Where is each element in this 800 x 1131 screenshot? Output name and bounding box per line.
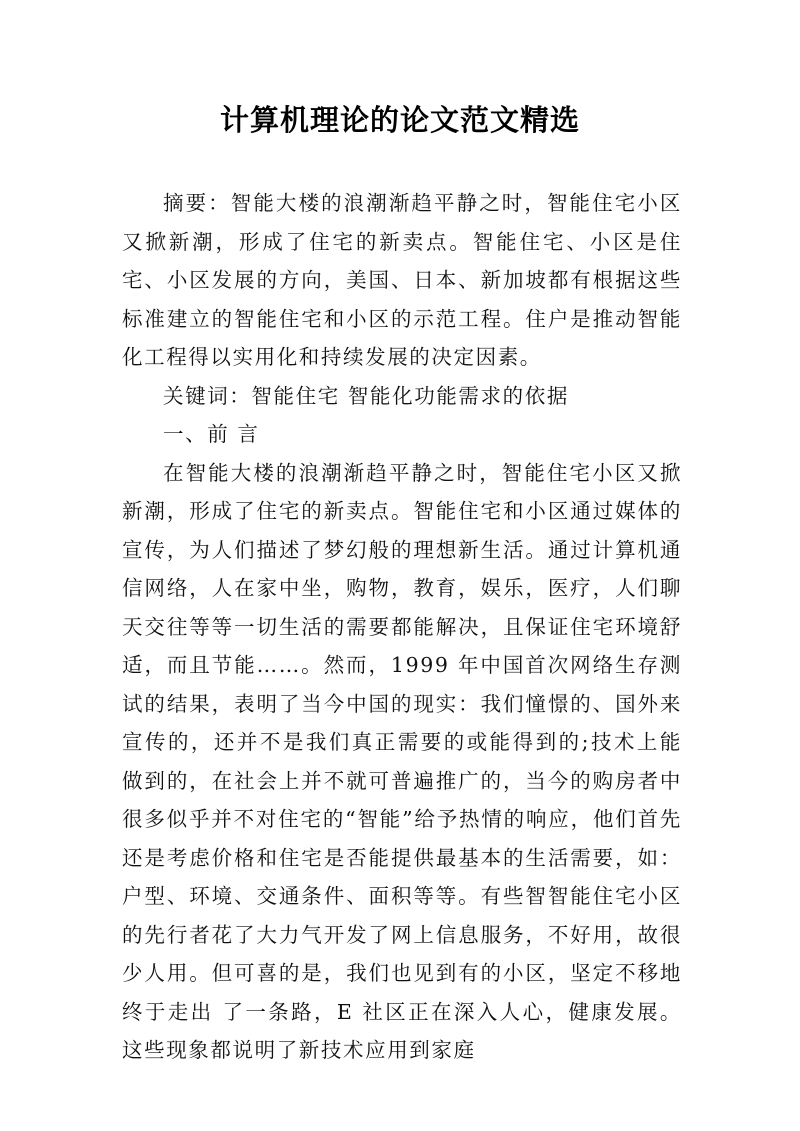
body-paragraph: 在智能大楼的浪潮渐趋平静之时，智能住宅小区又掀新潮，形成了住宅的新卖点。智能住宅和小区通过媒体的宣传，为人们描述了梦幻般的理想新生活。通过计算机通信网络，人在家中坐，购物，教育，娱乐，医疗，人们聊天交往等等一切生活的需要都能解决，且保证住宅环境舒适，而且节能……。然而，1999 年中国首次网络生存测试的结果，表明了当今中国的现实：我们憧憬的、国外来宣传的，还并不是我们真正需要的或能得到的;技术上能做到的，在社会上并不就可普遍推广的，当今的购房者中很多似乎并不对住宅的“智能”给予热情的响应，他们首先还是考虑价格和住宅是否能提供最基本的生活需要，如：户型、环境、交通条件、面积等等。有些智智能住宅小区的先行者花了大力气开发了网上信息服务，不好用，故很少人用。但可喜的是，我们也见到有的小区，坚定不移地终于走出 了一条路，E 社区正在深入人心，健康发展。这些现象都说明了新技术应用到家庭 xyxy=(122,460,682,1062)
keywords-paragraph: 关键词：智能住宅 智能化功能需求的依据 xyxy=(163,383,569,408)
section-heading: 一、前 言 xyxy=(163,422,260,446)
abstract-paragraph: 摘要：智能大楼的浪潮渐趋平静之时，智能住宅小区又掀新潮，形成了住宅的新卖点。智能住宅、小区是住宅、小区发展的方向，美国、日本、新加坡都有根据这些标准建立的智能住宅和小区的示范工程。住户是推动智能化工程得以实用化和持续发展的决定因素。 xyxy=(122,191,682,369)
document-body xyxy=(122,184,682,1070)
document-title: 计算机理论的论文范文精选 xyxy=(219,103,580,137)
